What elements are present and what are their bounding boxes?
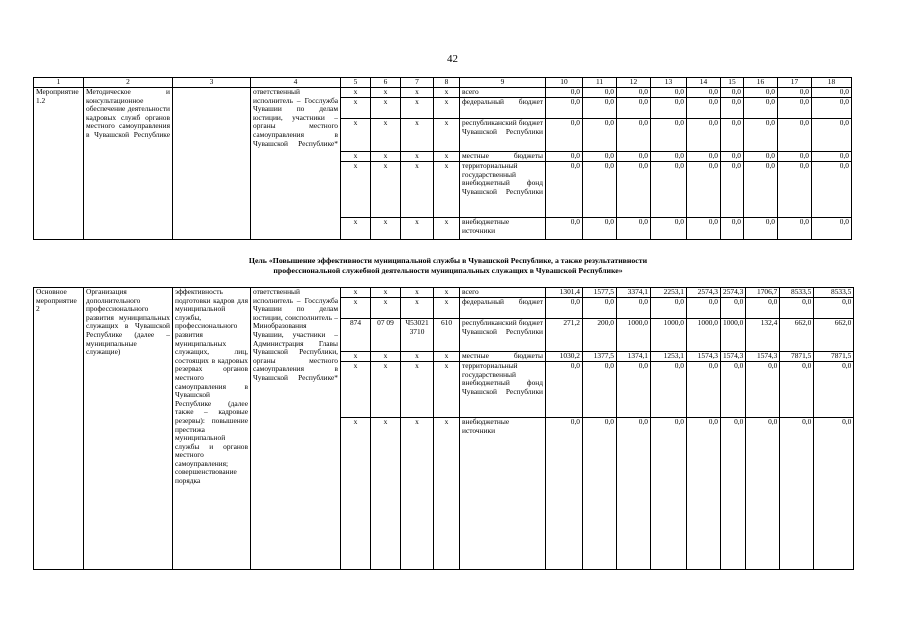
value-cell: 1577,5 — [583, 288, 617, 298]
value-cell: 1706,7 — [746, 288, 780, 298]
header-cell: 8 — [434, 78, 460, 88]
code-cell: x — [434, 119, 460, 152]
event-name-cell: Мероприятие 1.2 — [34, 88, 84, 240]
header-cell: 3 — [173, 78, 251, 88]
code-cell: x — [401, 218, 434, 240]
code-cell: x — [371, 288, 401, 298]
code-cell: x — [371, 119, 401, 152]
value-cell: 0,0 — [746, 418, 780, 570]
value-cell: 0,0 — [583, 119, 617, 152]
value-cell: 0,0 — [617, 119, 651, 152]
value-cell: 0,0 — [780, 418, 814, 570]
value-cell: 8533,5 — [814, 288, 854, 298]
code-cell: x — [341, 98, 371, 119]
header-cell: 9 — [460, 78, 546, 88]
value-cell: 200,0 — [583, 319, 617, 352]
value-cell: 0,0 — [546, 119, 583, 152]
value-cell: 0,0 — [546, 362, 583, 418]
value-cell: 0,0 — [721, 418, 746, 570]
code-cell: x — [371, 152, 401, 162]
value-cell: 0,0 — [744, 152, 778, 162]
value-cell: 0,0 — [583, 98, 617, 119]
code-cell: Ч53021 3710 — [401, 319, 434, 352]
value-cell: 1000,0 — [617, 319, 651, 352]
value-cell: 0,0 — [687, 152, 721, 162]
code-cell: x — [401, 418, 434, 570]
code-cell: x — [341, 418, 371, 570]
code-cell: x — [371, 418, 401, 570]
code-cell: x — [401, 119, 434, 152]
goal-heading — [33, 256, 863, 275]
value-cell: 1030,2 — [546, 352, 583, 362]
code-cell: x — [371, 218, 401, 240]
value-cell: 0,0 — [583, 218, 617, 240]
value-cell: 0,0 — [744, 119, 778, 152]
value-cell: 0,0 — [687, 362, 721, 418]
value-cell: 0,0 — [651, 418, 687, 570]
code-cell: x — [401, 88, 434, 98]
code-cell: x — [341, 218, 371, 240]
code-cell: x — [401, 98, 434, 119]
funding-source-cell: федеральный бюджет — [460, 298, 546, 319]
value-cell: 0,0 — [812, 218, 852, 240]
value-cell: 0,0 — [687, 218, 721, 240]
code-cell: 610 — [434, 319, 460, 352]
table-block-2 — [33, 287, 854, 570]
value-cell: 0,0 — [780, 298, 814, 319]
code-cell: x — [371, 298, 401, 319]
funding-source-cell: территориальный государственный внебюджетный фонд Чувашской Республики — [460, 362, 546, 418]
value-cell: 1301,4 — [546, 288, 583, 298]
value-cell: 0,0 — [583, 152, 617, 162]
code-cell: x — [434, 288, 460, 298]
value-cell: 0,0 — [687, 88, 721, 98]
funding-source-cell: республиканский бюджет Чувашской Республики — [460, 119, 546, 152]
header-cell: 6 — [371, 78, 401, 88]
event-result-cell: эффективность подготовки кадров для муниципальной службы, профессионального развития муниципальных служащих, лиц, состоящих в кадровых резервах органов местного самоуправления в Чувашской Республике (далее также – кадровые резервы): повышение престижа муниципальной службы и органов местного самоуправления; совершенствование порядка — [173, 288, 251, 570]
code-cell: x — [434, 98, 460, 119]
code-cell: x — [341, 298, 371, 319]
code-cell: x — [401, 288, 434, 298]
code-cell: x — [434, 88, 460, 98]
code-cell: x — [434, 298, 460, 319]
value-cell: 0,0 — [546, 298, 583, 319]
value-cell: 0,0 — [583, 162, 617, 218]
value-cell: 0,0 — [721, 88, 744, 98]
event-description-cell: Методическое и консультационное обеспечение деятельности кадровых служб органов местного самоуправления в Чувашской Республике — [84, 88, 173, 240]
value-cell: 1000,0 — [687, 319, 721, 352]
header-cell: 14 — [687, 78, 721, 88]
event-result-cell — [173, 88, 251, 240]
funding-source-cell: всего — [460, 88, 546, 98]
value-cell: 0,0 — [814, 418, 854, 570]
code-cell: x — [401, 362, 434, 418]
value-cell: 0,0 — [721, 162, 744, 218]
header-cell: 7 — [401, 78, 434, 88]
value-cell: 0,0 — [778, 98, 812, 119]
code-cell: x — [371, 88, 401, 98]
code-cell: x — [371, 362, 401, 418]
value-cell: 0,0 — [651, 162, 687, 218]
code-cell: 874 — [341, 319, 371, 352]
header-cell: 15 — [721, 78, 744, 88]
code-cell: x — [401, 298, 434, 319]
value-cell: 0,0 — [721, 362, 746, 418]
value-cell: 0,0 — [778, 119, 812, 152]
header-cell: 1 — [34, 78, 84, 88]
goal-line-2: профессиональной служебной деятельности муниципальных служащих в Чувашской Республике» — [273, 265, 623, 275]
code-cell: x — [341, 119, 371, 152]
value-cell: 0,0 — [812, 88, 852, 98]
code-cell: x — [341, 352, 371, 362]
code-cell: x — [434, 418, 460, 570]
value-cell: 0,0 — [814, 362, 854, 418]
value-cell: 0,0 — [583, 362, 617, 418]
funding-source-cell: всего — [460, 288, 546, 298]
header-cell: 2 — [84, 78, 173, 88]
value-cell: 0,0 — [546, 218, 583, 240]
value-cell: 0,0 — [546, 98, 583, 119]
code-cell: x — [371, 98, 401, 119]
code-cell: x — [434, 352, 460, 362]
value-cell: 0,0 — [617, 362, 651, 418]
code-cell: x — [401, 162, 434, 218]
value-cell: 1377,5 — [583, 352, 617, 362]
value-cell: 2253,1 — [651, 288, 687, 298]
value-cell: 0,0 — [651, 98, 687, 119]
code-cell: x — [401, 152, 434, 162]
value-cell: 0,0 — [744, 98, 778, 119]
value-cell: 0,0 — [744, 88, 778, 98]
funding-source-cell: федеральный бюджет — [460, 98, 546, 119]
header-cell: 16 — [744, 78, 778, 88]
table-row — [34, 288, 854, 298]
value-cell: 7871,5 — [814, 352, 854, 362]
value-cell: 0,0 — [721, 298, 746, 319]
code-cell: x — [341, 162, 371, 218]
value-cell: 0,0 — [687, 298, 721, 319]
header-cell: 13 — [651, 78, 687, 88]
value-cell: 8533,5 — [780, 288, 814, 298]
header-cell: 12 — [617, 78, 651, 88]
code-cell: x — [371, 162, 401, 218]
value-cell: 1574,3 — [721, 352, 746, 362]
value-cell: 0,0 — [583, 298, 617, 319]
value-cell: 0,0 — [744, 162, 778, 218]
value-cell: 0,0 — [746, 298, 780, 319]
value-cell: 0,0 — [617, 152, 651, 162]
header-row — [34, 78, 852, 88]
value-cell: 0,0 — [778, 162, 812, 218]
value-cell: 662,0 — [814, 319, 854, 352]
value-cell: 1253,1 — [651, 352, 687, 362]
code-cell: x — [341, 88, 371, 98]
funding-source-cell: местные бюджеты — [460, 152, 546, 162]
value-cell: 0,0 — [651, 362, 687, 418]
page-number: 42 — [447, 53, 458, 65]
value-cell: 0,0 — [814, 298, 854, 319]
value-cell: 0,0 — [617, 418, 651, 570]
value-cell: 0,0 — [617, 218, 651, 240]
event-name-cell: Основное мероприятие 2 — [34, 288, 84, 570]
funding-source-cell: территориальный государственный внебюджетный фонд Чувашской Республики — [460, 162, 546, 218]
value-cell: 0,0 — [721, 119, 744, 152]
funding-source-cell: внебюджетные источники — [460, 418, 546, 570]
value-cell: 0,0 — [687, 418, 721, 570]
value-cell: 0,0 — [780, 362, 814, 418]
funding-source-cell: внебюджетные источники — [460, 218, 546, 240]
value-cell: 0,0 — [812, 152, 852, 162]
value-cell: 0,0 — [651, 218, 687, 240]
code-cell: x — [341, 288, 371, 298]
code-cell: x — [371, 352, 401, 362]
code-cell: x — [434, 162, 460, 218]
value-cell: 0,0 — [651, 88, 687, 98]
code-cell: x — [341, 362, 371, 418]
funding-source-cell: республиканский бюджет Чувашской Республики — [460, 319, 546, 352]
value-cell: 0,0 — [746, 362, 780, 418]
value-cell: 0,0 — [617, 88, 651, 98]
value-cell: 0,0 — [617, 98, 651, 119]
header-cell: 5 — [341, 78, 371, 88]
value-cell: 2574,3 — [721, 288, 746, 298]
value-cell: 0,0 — [721, 98, 744, 119]
value-cell: 0,0 — [778, 88, 812, 98]
funding-source-cell: местные бюджеты — [460, 352, 546, 362]
value-cell: 1374,1 — [617, 352, 651, 362]
code-cell: 07 09 — [371, 319, 401, 352]
value-cell: 7871,5 — [780, 352, 814, 362]
value-cell: 0,0 — [583, 418, 617, 570]
value-cell: 0,0 — [687, 162, 721, 218]
value-cell: 1574,3 — [746, 352, 780, 362]
header-cell: 11 — [583, 78, 617, 88]
value-cell: 0,0 — [778, 218, 812, 240]
code-cell: x — [434, 152, 460, 162]
executors-cell: ответственный исполнитель – Госслужба Чувашии по делам юстиции, соисполнитель – Минобразования Чувашии, участники – Администрация Главы Чувашской Республики, органы местного самоуправления в Чувашской Республике* — [251, 288, 341, 570]
value-cell: 0,0 — [812, 119, 852, 152]
code-cell: x — [434, 362, 460, 418]
value-cell: 0,0 — [778, 152, 812, 162]
value-cell: 0,0 — [617, 298, 651, 319]
value-cell: 0,0 — [687, 98, 721, 119]
value-cell: 0,0 — [546, 152, 583, 162]
value-cell: 0,0 — [583, 88, 617, 98]
value-cell: 0,0 — [721, 152, 744, 162]
value-cell: 0,0 — [721, 218, 744, 240]
value-cell: 662,0 — [780, 319, 814, 352]
value-cell: 0,0 — [546, 162, 583, 218]
value-cell: 0,0 — [651, 119, 687, 152]
value-cell: 1000,0 — [651, 319, 687, 352]
value-cell: 0,0 — [744, 218, 778, 240]
value-cell: 271,2 — [546, 319, 583, 352]
value-cell: 0,0 — [617, 162, 651, 218]
header-cell: 17 — [778, 78, 812, 88]
header-cell: 10 — [546, 78, 583, 88]
value-cell: 132,4 — [746, 319, 780, 352]
value-cell: 2574,3 — [687, 288, 721, 298]
code-cell: x — [434, 218, 460, 240]
code-cell: x — [401, 352, 434, 362]
event-description-cell: Организация дополнительного профессионального развития муниципальных служащих в Чувашской Республике (далее – муниципальные служащие) — [84, 288, 173, 570]
value-cell: 0,0 — [687, 119, 721, 152]
table-block-1 — [33, 77, 852, 240]
value-cell: 1000,0 — [721, 319, 746, 352]
value-cell: 0,0 — [812, 162, 852, 218]
table-row — [34, 88, 852, 98]
value-cell: 0,0 — [812, 98, 852, 119]
header-cell: 4 — [251, 78, 341, 88]
value-cell: 1574,3 — [687, 352, 721, 362]
value-cell: 0,0 — [651, 298, 687, 319]
value-cell: 3374,1 — [617, 288, 651, 298]
value-cell: 0,0 — [651, 152, 687, 162]
executors-cell: ответственный исполнитель – Госслужба Чувашии по делам юстиции, участники – органы местного самоуправления в Чувашской Республике* — [251, 88, 341, 240]
value-cell: 0,0 — [546, 88, 583, 98]
goal-line-1: Цель «Повышение эффективности муниципальной службы в Чувашской Республике, а также результативности — [248, 256, 648, 265]
header-cell: 18 — [812, 78, 852, 88]
value-cell: 0,0 — [546, 418, 583, 570]
code-cell: x — [341, 152, 371, 162]
